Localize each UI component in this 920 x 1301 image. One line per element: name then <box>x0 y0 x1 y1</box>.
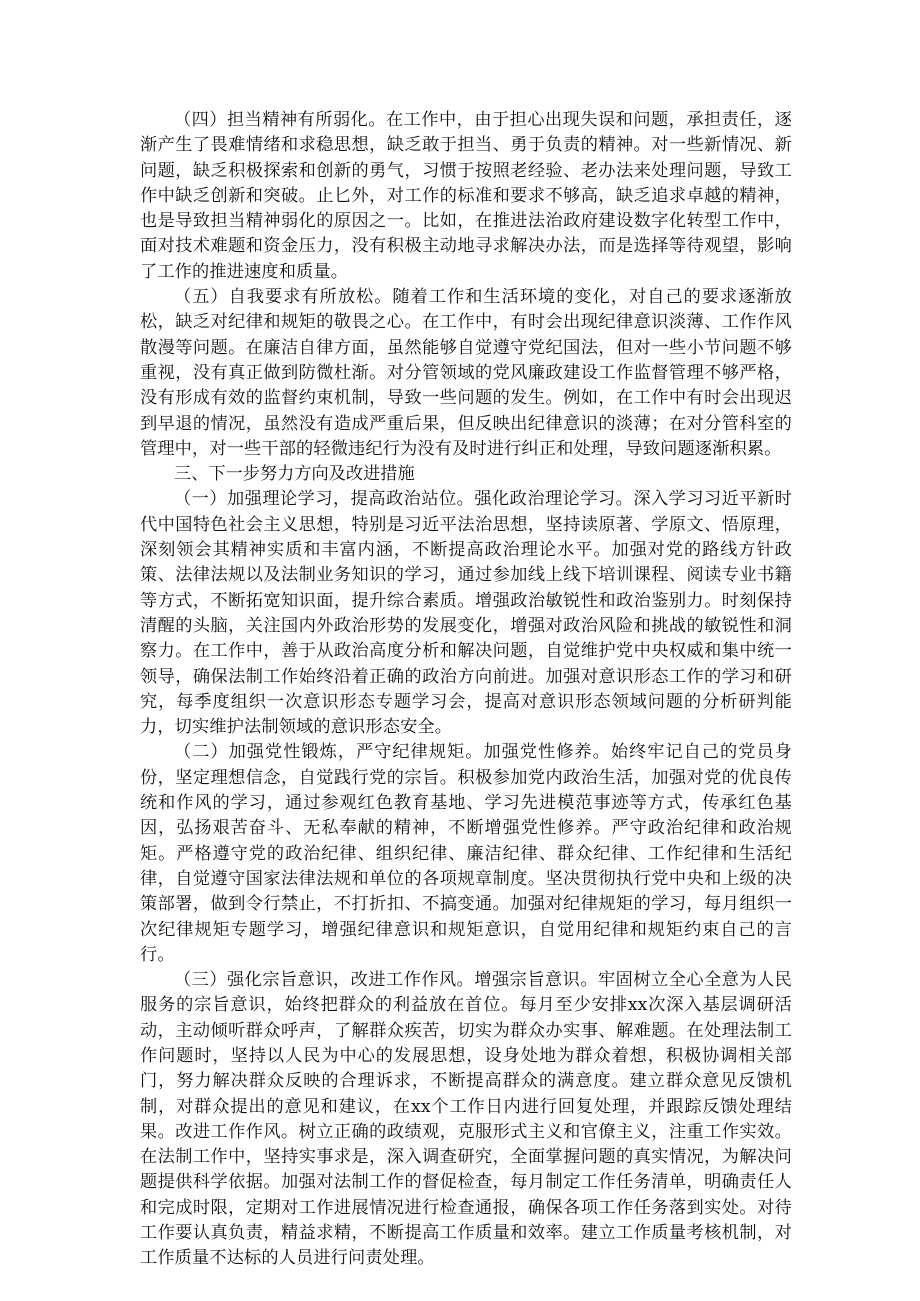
paragraph-party-discipline: （二）加强党性锻炼，严守纪律规矩。加强党性修养。始终牢记自己的党员身份，坚定理想信念，自觉践行党的宗旨。积极参加党内政治生活，加强对党的优良传统和作风的学习，通过参观红色教育基地、学习先进模范事迹等方式，传承红色基因，弘扬艰苦奋斗、无私奉献的精神，不断增强党性修养。严守政治纪律和政治规矩。严格遵守党的政治纪律、组织纪律、廉洁纪律、群众纪律、工作纪律和生活纪律，自觉遵守国家法律法规和单位的各项规章制度。坚决贯彻执行党中央和上级的决策部署，做到令行禁止，不打折扣、不搞变通。加强对纪律规矩的学习，每月组织一次纪律规矩专题学习，增强纪律意识和规矩意识，自觉用纪律和规矩约束自己的言行。 <box>140 742 792 965</box>
section-heading-next-steps: 三、下一步努力方向及改进措施 <box>174 464 415 485</box>
document-page <box>140 108 792 1272</box>
paragraph-work-style: （三）强化宗旨意识，改进工作作风。增强宗旨意识。牢固树立全心全意为人民服务的宗旨意识，始终把群众的利益放在首位。每月至少安排xx次深入基层调研活动，主动倾听群众呼声，了解群众疾苦，切实为群众办实事、解难题。在处理法制工作问题时，坚持以人民为中心的发展思想，设身处地为群众着想，积极协调相关部门，努力解决群众反映的合理诉求，不断提高群众的满意度。建立群众意见反馈机制，对群众提出的意见和建议，在xx个工作日内进行回复处理，并跟踪反馈处理结果。改进工作作风。树立正确的政绩观，克服形式主义和官僚主义，注重工作实效。在法制工作中，坚持实事求是，深入调查研究，全面掌握问题的真实情况，为解决问题提供科学依据。加强对法制工作的督促检查，每月制定工作任务清单，明确责任人和完成时限，定期对工作进展情况进行检查通报，确保各项工作任务落到实处。对待工作要认真负责，精益求精，不断提高工作质量和效率。建立工作质量考核机制，对工作质量不达标的人员进行问责处理。 <box>140 970 792 1269</box>
paragraph-theory-study: （一）加强理论学习，提高政治站位。强化政治理论学习。深入学习习近平新时代中国特色社会主义思想，特别是习近平法治思想，坚持读原著、学原文、悟原理，深刻领会其精神实质和丰富内涵，不断提高政治理论水平。加强对党的路线方针政策、法律法规以及法制业务知识的学习，通过参加线上线下培训课程、阅读专业书籍等方式，不断拓宽知识面，提升综合素质。增强政治敏锐性和政治鉴别力。时刻保持清醒的头脑，关注国内外政治形势的发展变化，增强对政治风险和挑战的敏锐性和洞察力。在工作中，善于从政治高度分析和解决问题，自觉维护党中央权威和集中统一领导，确保法制工作始终沿着正确的政治方向前进。加强对意识形态工作的学习和研究，每季度组织一次意识形态专题学习会，提高对意识形态领域问题的分析研判能力，切实维护法制领域的意识形态安全。 <box>140 489 792 738</box>
paragraph-self-discipline-relaxed: （五）自我要求有所放松。随着工作和生活环境的变化，对自己的要求逐渐放松，缺乏对纪律和规矩的敬畏之心。在工作中，有时会出现纪律意识淡薄、工作作风散漫等问题。在廉洁自律方面，虽然能够自觉遵守党纪国法，但对一些小节问题不够重视，没有真正做到防微杜渐。对分管领域的党风廉政建设工作监督管理不够严格，没有形成有效的监督约束机制，导致一些问题的发生。例如，在工作中有时会出现迟到早退的情况，虽然没有造成严重后果，但反映出纪律意识的淡薄；在对分管科室的管理中，对一些干部的轻微违纪行为没有及时进行纠正和处理，导致问题逐渐积累。 <box>140 287 792 459</box>
paragraph-responsibility-weakened: （四）担当精神有所弱化。在工作中，由于担心出现失误和问题，承担责任，逐渐产生了畏难情绪和求稳思想，缺乏敢于担当、勇于负责的精神。对一些新情况、新问题，缺乏积极探索和创新的勇气，习惯于按照老经验、老办法来处理问题，导致工作中缺乏创新和突破。止匕外，对工作的标准和要求不够高，缺乏追求卓越的精神，也是导致担当精神弱化的原因之一。比如，在推进法治政府建设数字化转型工作中，面对技术难题和资金压力，没有积极主动地寻求解决办法，而是选择等待观望，影响了工作的推进速度和质量。 <box>140 110 792 282</box>
